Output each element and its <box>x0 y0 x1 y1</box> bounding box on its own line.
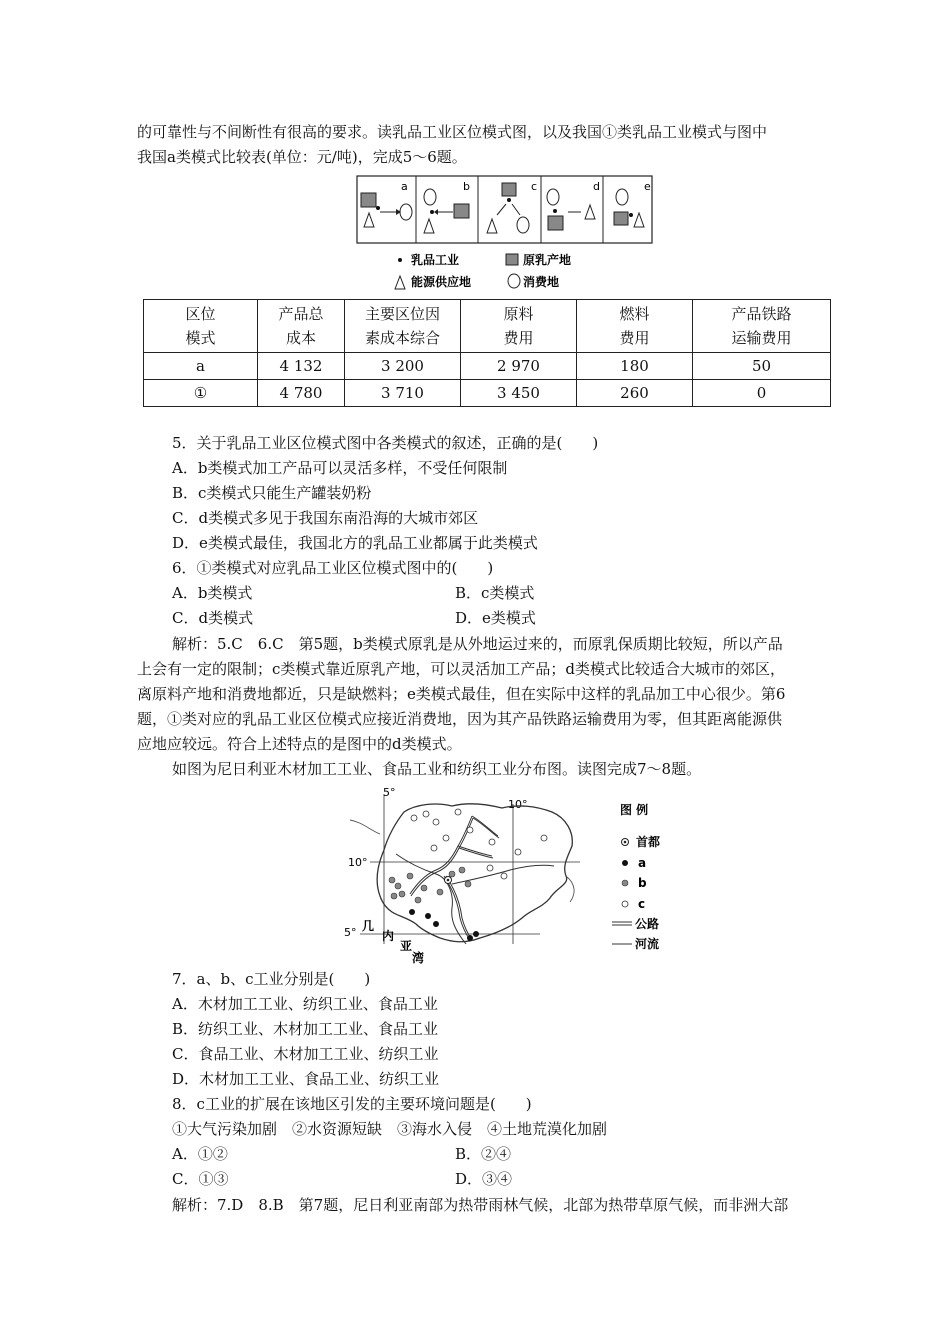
mode-panel-a <box>361 180 412 227</box>
q8-option-a: A．①② <box>172 1145 228 1163</box>
table-cell: ① <box>144 380 258 407</box>
svg-text:几: 几 <box>362 919 375 933</box>
table-cell: 50 <box>693 353 831 380</box>
table-cell: 4 132 <box>258 353 345 380</box>
svg-text:亚: 亚 <box>400 939 413 953</box>
q8-stem: 8．c工业的扩展在该地区引发的主要环境问题是( ) <box>172 1095 532 1113</box>
q8-option-d: D．③④ <box>455 1170 513 1188</box>
svg-text:能源供应地: 能源供应地 <box>411 275 472 289</box>
intro-line-2: 我国a类模式比较表(单位：元/吨)，完成5～6题。 <box>137 148 467 166</box>
svg-text:首都: 首都 <box>636 835 661 849</box>
map-points-a <box>409 909 479 941</box>
analysis-1-line-4: 题，①类对应的乳品工业区位模式应接近消费地，因为其产品铁路运输费用为零，但其距离能源供 <box>137 710 783 728</box>
table-cell: 3 200 <box>345 353 461 380</box>
q7-option-a: A．木材加工工业、纺织工业、食品工业 <box>172 995 438 1013</box>
table-header-cell: 原料 费用 <box>461 300 577 353</box>
svg-text:图 例: 图 例 <box>620 803 649 817</box>
svg-text:e: e <box>644 180 651 193</box>
country-outline <box>377 804 572 942</box>
svg-text:a: a <box>401 180 408 193</box>
table-header-cell: 燃料 费用 <box>577 300 693 353</box>
q8-option-c: C．①③ <box>172 1170 229 1188</box>
q5-option-c: C．d类模式多见于我国东南沿海的大城市郊区 <box>172 509 479 527</box>
analysis-1-line-1: 解析：5.C 6.C 第5题，b类模式原乳是从外地运过来的，而原乳保质期比较短，所以产品 <box>172 635 783 653</box>
q7-stem: 7．a、b、c工业分别是( ) <box>172 970 371 988</box>
q5-option-a: A．b类模式加工产品可以灵活多样，不受任何限制 <box>172 459 508 477</box>
svg-text:河流: 河流 <box>635 937 660 951</box>
q6-option-a: A．b类模式 <box>172 584 253 602</box>
table-row <box>144 380 831 407</box>
comparison-table <box>143 299 831 407</box>
table-cell: 3 710 <box>345 380 461 407</box>
intro-line-1: 的可靠性与不间断性有很高的要求。读乳品工业区位模式图，以及我国①类乳品工业模式与图中 <box>137 123 768 141</box>
table-cell: 4 780 <box>258 380 345 407</box>
q7-option-c: C．食品工业、木材加工工业、纺织工业 <box>172 1045 439 1063</box>
map-points-c <box>411 809 547 879</box>
q5-option-d: D．e类模式最佳，我国北方的乳品工业都属于此类模式 <box>172 534 538 552</box>
analysis-1-line-2: 上会有一定的限制；c类模式靠近原乳产地，可以灵活加工产品；d类模式比较适合大城市的郊区， <box>137 660 786 678</box>
table-row <box>144 353 831 380</box>
svg-text:c: c <box>531 180 538 193</box>
roads <box>410 816 499 940</box>
svg-text:b: b <box>638 876 647 890</box>
svg-text:a: a <box>638 856 647 870</box>
table-header-cell: 产品铁路 运输费用 <box>693 300 831 353</box>
q6-option-c: C．d类模式 <box>172 609 254 627</box>
svg-text:b: b <box>463 180 470 193</box>
svg-text:5°: 5° <box>383 786 396 799</box>
svg-text:10°: 10° <box>508 798 528 811</box>
svg-text:内: 内 <box>382 929 395 943</box>
table-header-cell: 主要区位因 素成本综合 <box>345 300 461 353</box>
svg-text:5°: 5° <box>344 926 357 939</box>
q5-stem: 5．关于乳品工业区位模式图中各类模式的叙述，正确的是( ) <box>172 434 599 452</box>
svg-text:乳品工业: 乳品工业 <box>411 253 460 267</box>
svg-text:10°: 10° <box>348 856 368 869</box>
mode-panel-e <box>614 180 651 227</box>
mode-panel-b <box>424 180 470 233</box>
q8-items: ①大气污染加剧 ②水资源短缺 ③海水入侵 ④土地荒漠化加剧 <box>172 1120 608 1138</box>
svg-text:湾: 湾 <box>412 951 425 965</box>
q7-option-d: D．木材加工工业、食品工业、纺织工业 <box>172 1070 440 1088</box>
mode-diagram <box>356 175 656 295</box>
analysis-1-line-3: 离原料产地和消费地都近，只是缺燃料；e类模式最佳，但在实际中这样的乳品加工中心很少。第6 <box>137 685 786 703</box>
table-cell: 2 970 <box>461 353 577 380</box>
q7-option-b: B．纺织工业、木材加工工业、食品工业 <box>172 1020 439 1038</box>
q6-option-d: D．e类模式 <box>455 609 536 627</box>
table-cell: 3 450 <box>461 380 577 407</box>
mode-panel-c <box>487 180 537 233</box>
q6-stem: 6．①类模式对应乳品工业区位模式图中的( ) <box>172 559 494 577</box>
svg-text:原乳产地: 原乳产地 <box>523 253 572 267</box>
svg-text:d: d <box>593 180 600 193</box>
table-header-cell: 区位 模式 <box>144 300 258 353</box>
table-cell: 180 <box>577 353 693 380</box>
table-header-row <box>144 300 831 353</box>
map-legend <box>612 802 661 951</box>
intro-2: 如图为尼日利亚木材加工工业、食品工业和纺织工业分布图。读图完成7～8题。 <box>172 760 702 778</box>
svg-text:消费地: 消费地 <box>523 275 560 289</box>
table-cell: 0 <box>693 380 831 407</box>
table-cell: 260 <box>577 380 693 407</box>
q5-option-b: B．c类模式只能生产罐装奶粉 <box>172 484 372 502</box>
table-header-cell: 产品总 成本 <box>258 300 345 353</box>
q8-option-b: B．②④ <box>455 1145 512 1163</box>
svg-text:c: c <box>638 897 646 911</box>
mode-panel-d <box>547 180 600 230</box>
analysis-1-line-5: 应地应较远。符合上述特点的是图中的d类模式。 <box>137 735 462 753</box>
q6-option-b: B．c类模式 <box>455 584 535 602</box>
analysis-2-line-1: 解析：7.D 8.B 第7题，尼日利亚南部为热带雨林气候，北部为热带草原气候，而非洲大部 <box>172 1196 789 1214</box>
svg-text:公路: 公路 <box>635 917 660 931</box>
nigeria-map <box>340 784 670 966</box>
mode-legend <box>395 252 571 289</box>
table-cell: a <box>144 353 258 380</box>
